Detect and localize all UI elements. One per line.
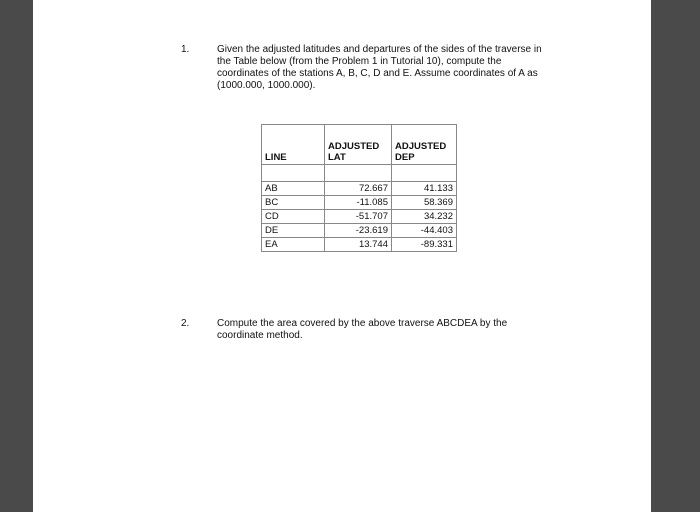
table-row — [262, 238, 457, 252]
cell-lat: -11.085 — [325, 196, 392, 210]
header-adjusted-lat: ADJUSTED LAT — [325, 125, 392, 165]
cell-dep: 34.232 — [392, 210, 457, 224]
table-spacer-row — [262, 165, 457, 182]
header-line: LINE — [262, 125, 325, 165]
table-row — [262, 210, 457, 224]
table-row — [262, 196, 457, 210]
cell-dep: -44.403 — [392, 224, 457, 238]
question-2-text: Compute the area covered by the above traverse ABCDEA by the coordinate method. — [217, 318, 508, 341]
question-2-number: 2. — [181, 318, 190, 329]
table-row — [262, 182, 457, 196]
cell-lat: -23.619 — [325, 224, 392, 238]
cell-dep: 58.369 — [392, 196, 457, 210]
cell-line: DE — [262, 224, 325, 238]
header-adjusted-dep: ADJUSTED DEP — [392, 125, 457, 165]
table-header-row — [262, 125, 457, 165]
traverse-table — [261, 124, 457, 252]
cell-lat: 13.744 — [325, 238, 392, 252]
spacer-cell — [325, 165, 392, 182]
question-1-number: 1. — [181, 44, 190, 55]
document-page — [33, 0, 651, 512]
spacer-cell — [262, 165, 325, 182]
cell-dep: 41.133 — [392, 182, 457, 196]
cell-dep: -89.331 — [392, 238, 457, 252]
cell-line: BC — [262, 196, 325, 210]
cell-lat: -51.707 — [325, 210, 392, 224]
spacer-cell — [392, 165, 457, 182]
cell-line: EA — [262, 238, 325, 252]
cell-line: AB — [262, 182, 325, 196]
cell-line: CD — [262, 210, 325, 224]
question-1-text: Given the adjusted latitudes and departures of the sides of the traverse in the Table below (from the Problem 1 in Tutorial 10), compute the coordinates of the stations A, B, C, D and E. Assume coordinates of A as (1000.000, 1000.000). — [217, 44, 542, 91]
cell-lat: 72.667 — [325, 182, 392, 196]
table-row — [262, 224, 457, 238]
